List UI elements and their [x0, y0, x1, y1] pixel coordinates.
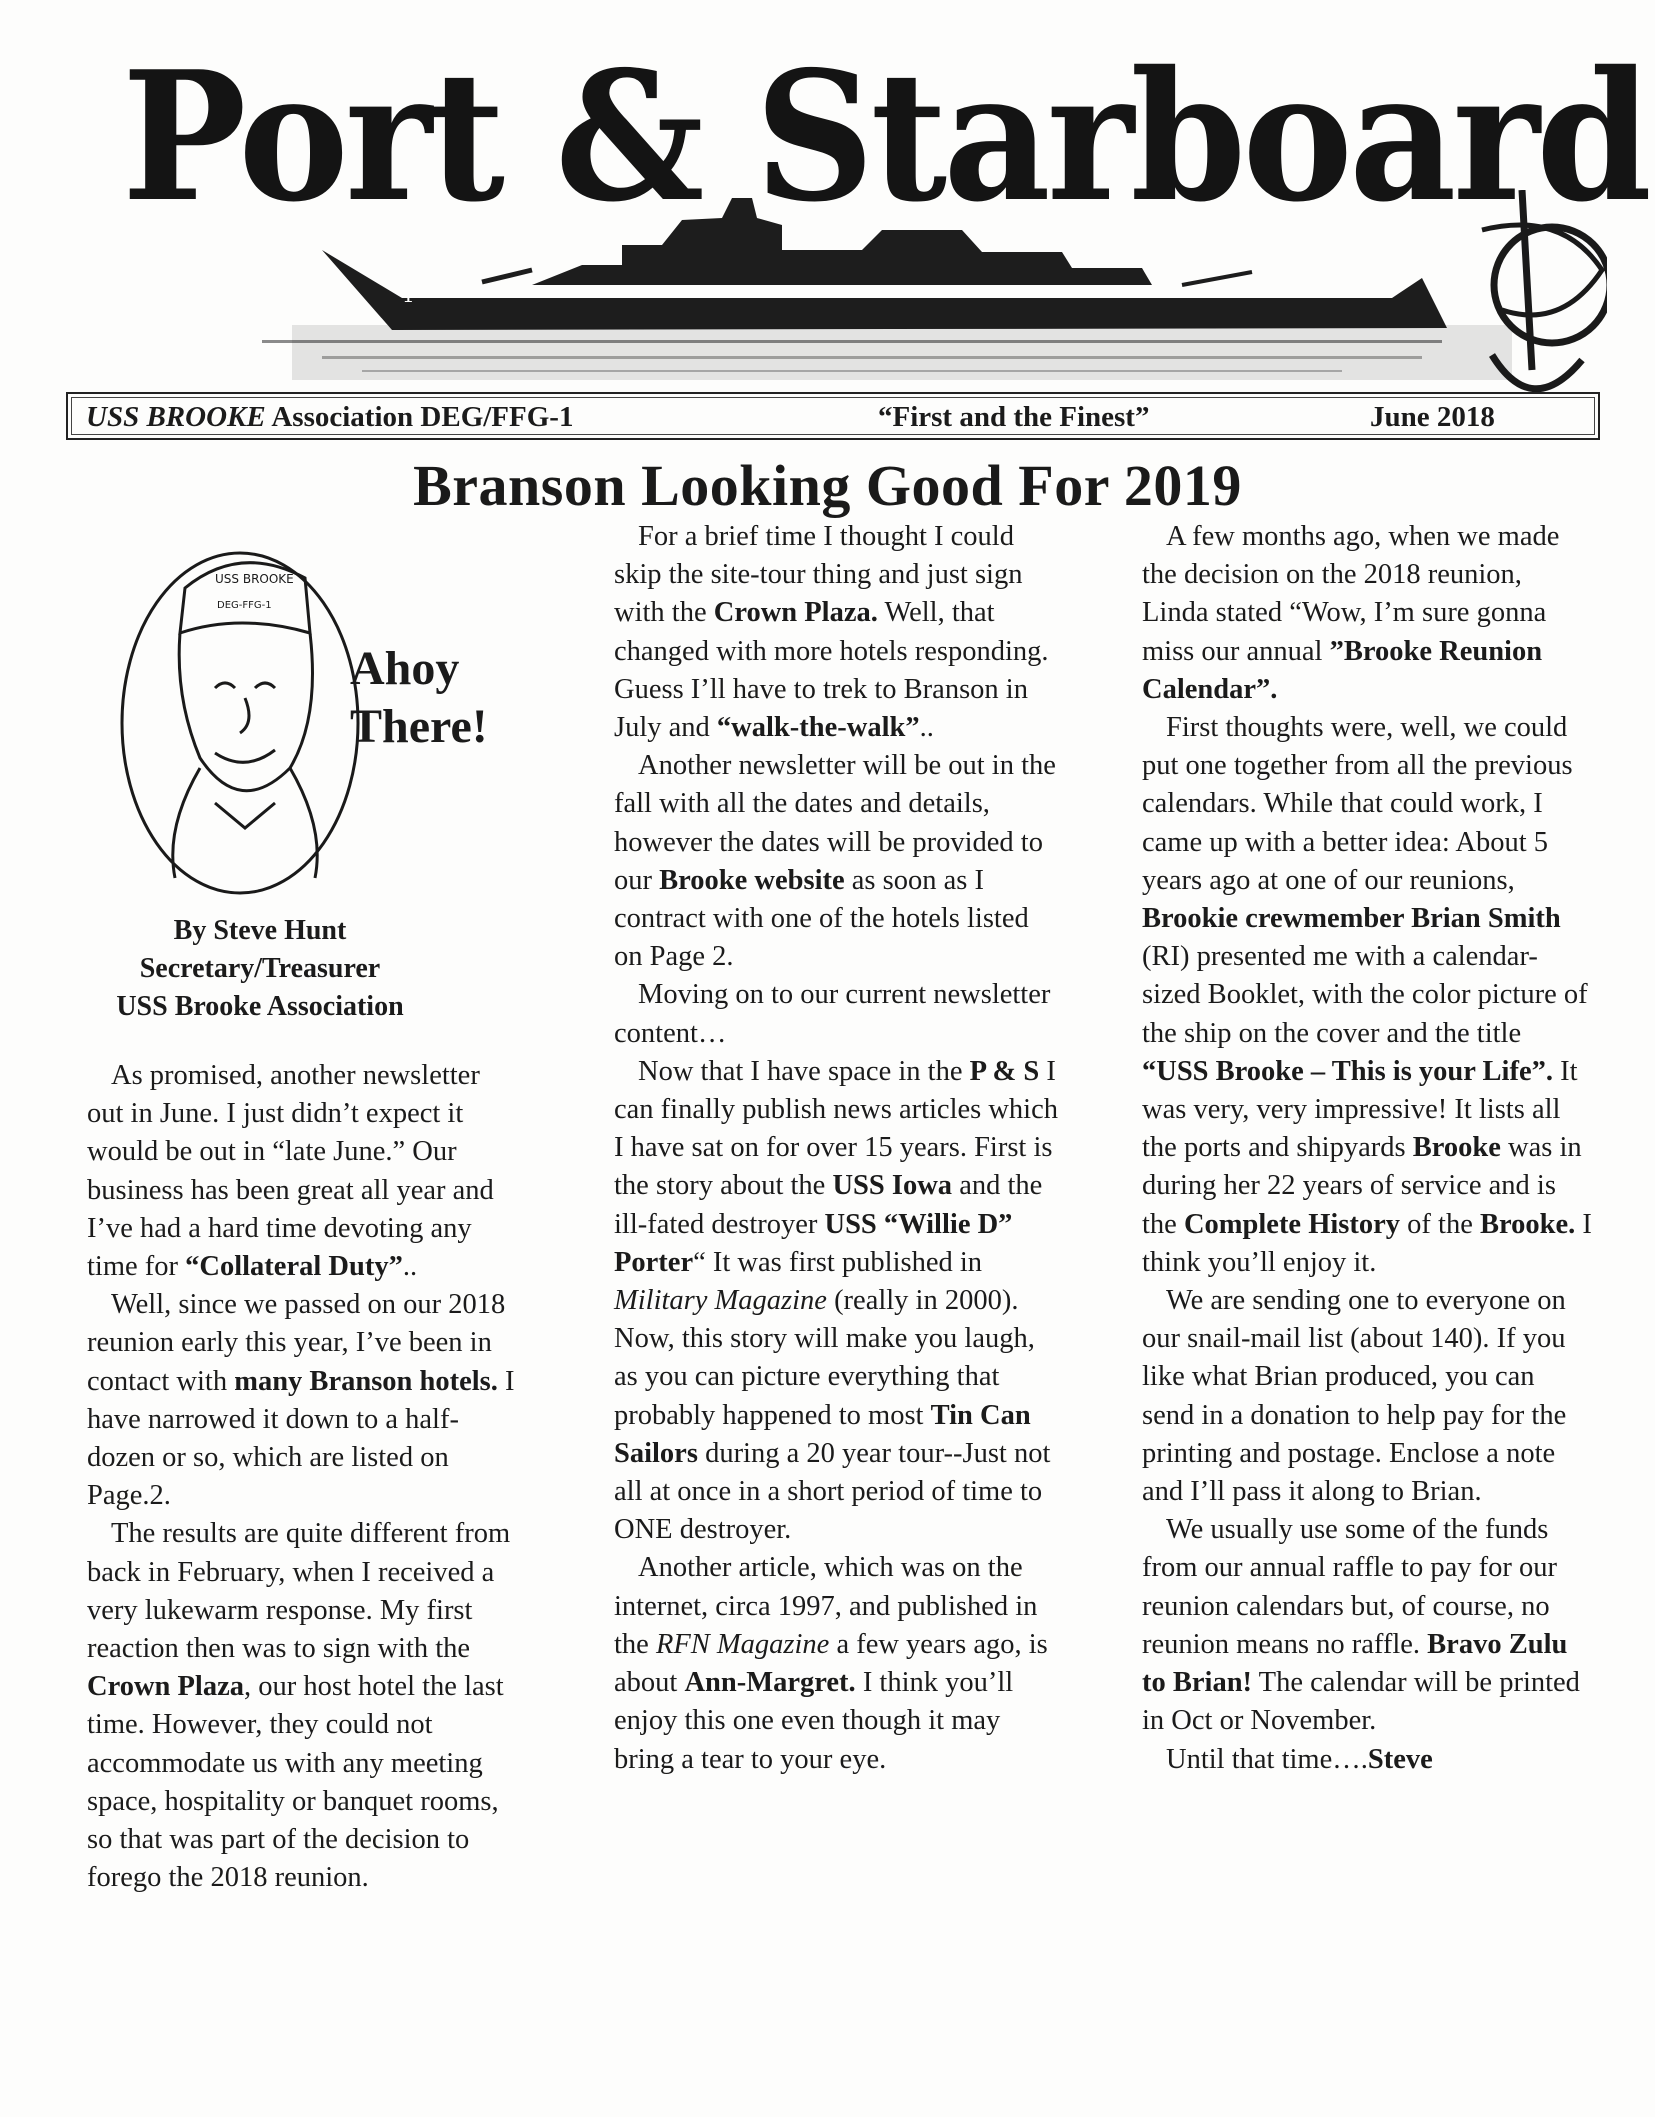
association-designation: Association DEG/FFG-1 — [265, 401, 574, 433]
svg-text:USS BROOKE: USS BROOKE — [215, 572, 294, 586]
paragraph: Moving on to our current newsletter content… — [614, 979, 1051, 1049]
paragraph: Now that I have space in the P & S I can finally publish news articles which I have sat on for over 15 years. First is the story about the USS Iowa and the ill-fated destroyer USS “Willie D” Porter“ It was first published in Military Magazine (really in 2000). Now, this story will make you laugh, as you can picture everything that probably happened to most Tin Can Sailors during a 20 year tour--Just not all at once in a short period of time to ONE destroyer. — [614, 1055, 1059, 1546]
paragraph: We usually use some of the funds from our annual raffle to pay for our reunion calendars but, of course, no reunion means no raffle. Bravo Zulu to Brian! The calendar will be printed in Oct or November. — [1142, 1514, 1580, 1737]
paragraph: Another newsletter will be out in the fall with all the dates and details, however the dates will be provided to our Brooke website as soon as I contract with one of the hotels listed on Page 2. — [614, 750, 1056, 973]
paragraph: We are sending one to everyone on our snail-mail list (about 140). If you like what Brian produced, you can send in a donation to help pay for the printing and postage. Enclose a note and I’ll pass it along to Brian. — [1142, 1285, 1567, 1508]
association-label — [86, 401, 573, 434]
svg-text:DEG-FFG-1: DEG-FFG-1 — [217, 600, 272, 611]
byline — [80, 912, 440, 1026]
headline: Branson Looking Good For 2019 — [413, 453, 1242, 518]
masthead — [62, 30, 1649, 410]
masthead-info-bar — [66, 392, 1600, 440]
paragraph: Another article, which was on the internet, circa 1997, and published in the RFN Magazine a few years ago, is about Ann-Margret. I think you’ll enjoy this one even though it may bring a tear to your eye. — [614, 1552, 1048, 1775]
paragraph: The results are quite different from back in February, when I received a very lukewarm response. My first reaction then was to sign with the Crown Plaza, our host hotel the last time. However, they could not accommodate us with any meeting space, hospitality or banquet rooms, so that was part of the decision to forego the 2018 reunion. — [87, 1518, 511, 1894]
byline-title: Secretary/Treasurer — [139, 953, 381, 984]
motto: “First and the Finest” — [878, 401, 1150, 433]
article-column-1 — [87, 1057, 522, 1897]
issue-date: June 2018 — [1370, 401, 1495, 433]
ahoy-line-2: There! — [350, 700, 488, 753]
association-ship-name: USS BROOKE — [86, 401, 266, 433]
ahoy-greeting — [350, 640, 488, 756]
ahoy-line-1: Ahoy — [350, 642, 460, 695]
paragraph: First thoughts were, well, we could put one together from all the previous calendars. While that could work, I came up with a better idea: About 5 years ago at one of our reunions, Brookie crewmember Brian Smith (RI) presented me with a calendar-sized Booklet, with the color picture of the ship on the cover and the title “USS Brooke – This is your Life”. It was very, very impressive! It lists all the ports and shipyards Brooke was in during her 22 years of service and is the Complete History of the Brooke. I think you’ll enjoy it. — [1142, 712, 1592, 1278]
paragraph: Until that time….Steve — [1166, 1743, 1433, 1775]
paragraph: As promised, another newsletter out in June. I just didn’t expect it would be out in “late June.” Our business has been great all year and I’ve had a hard time devoting any time for “Collateral Duty”.. — [87, 1060, 494, 1283]
byline-name: By Steve Hunt — [173, 915, 347, 946]
sailor-caricature — [105, 528, 375, 908]
paragraph: Well, since we passed on our 2018 reunion early this year, I’ve been in contact with many Branson hotels. I have narrowed it down to a half-dozen or so, which are listed on Page.2. — [87, 1289, 515, 1512]
article-column-2 — [614, 518, 1059, 1779]
paragraph: A few months ago, when we made the decision on the 2018 reunion, Linda stated “Wow, I’m sure gonna miss our annual ”Brooke Reunion Calendar”. — [1142, 521, 1560, 705]
svg-text:1: 1 — [402, 283, 415, 307]
article-column-3 — [1142, 518, 1592, 1779]
paragraph: For a brief time I thought I could skip the site-tour thing and just sign with the Crown Plaza. Well, that changed with more hotels responding. Guess I’ll have to trek to Branson in July and “walk-the-walk”.. — [614, 521, 1049, 744]
byline-org: USS Brooke Association — [116, 991, 404, 1022]
masthead-title: Port & Starboard — [122, 32, 1649, 241]
